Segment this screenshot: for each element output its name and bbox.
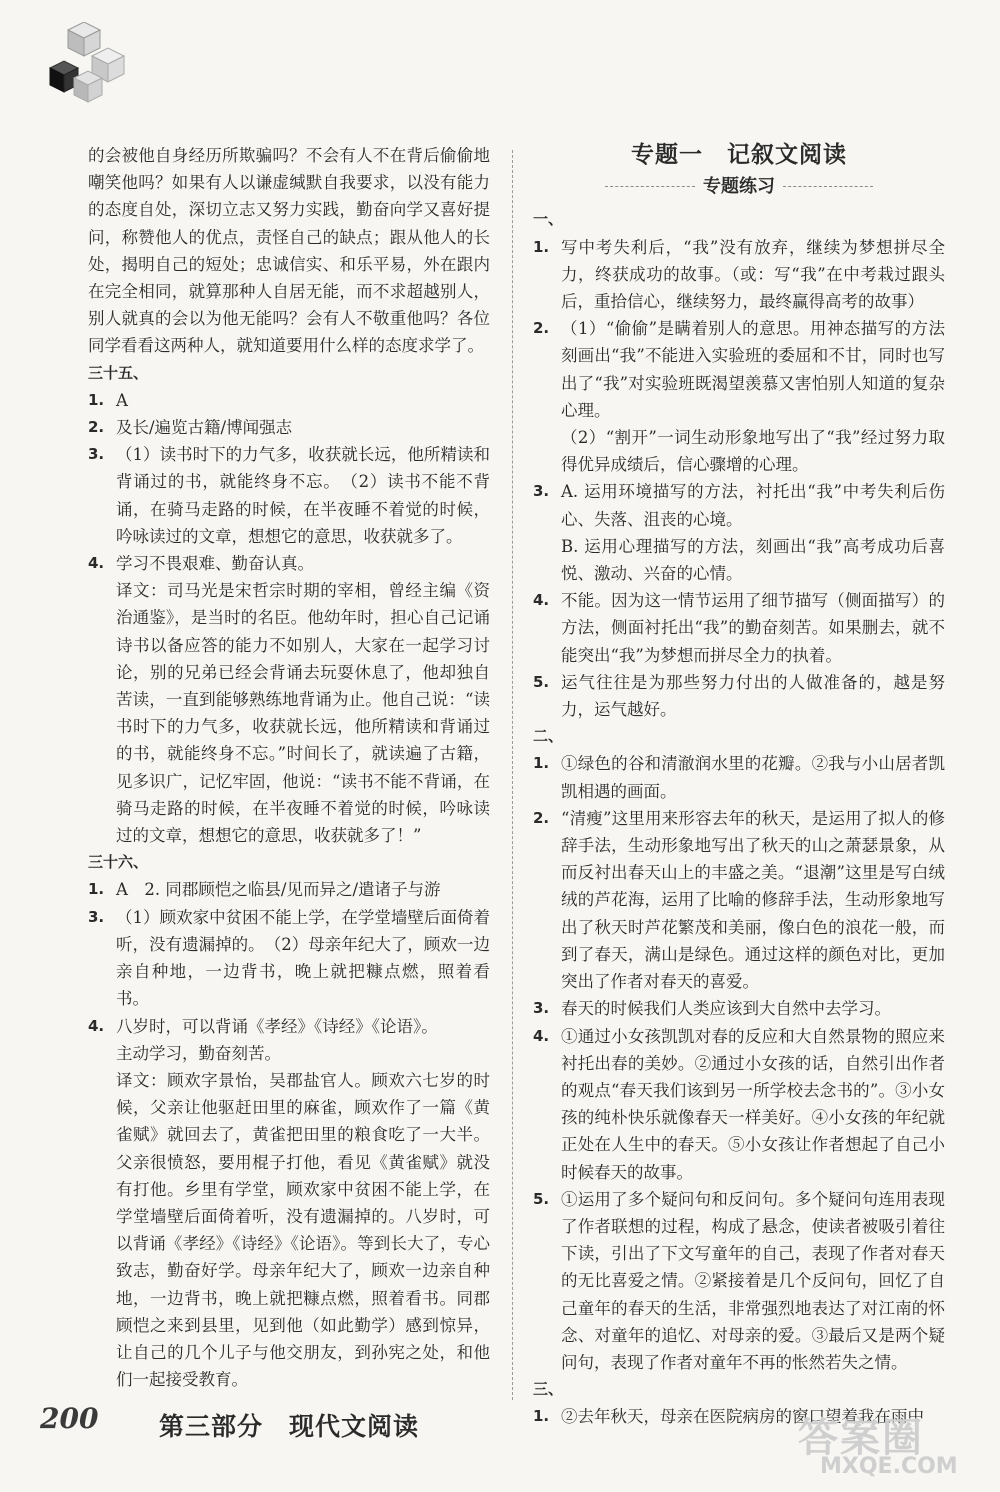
- item-text: ①绿色的谷和清澈润水里的花瓣。②我与小山居者凯凯相遇的画面。: [561, 754, 945, 801]
- answer-item: [533, 750, 945, 804]
- item-text: “清瘦”这里用来形容去年的秋天，是运用了拟人的修辞手法，生动形象地写出了秋天的山之萧瑟景象，从而反衬出春天山上的丰盛之美。“退潮”这里是写白绒绒的芦花海，运用了比喻的修辞手法，生动形象地写出了秋天时芦花繁茂和美丽，像白色的浪花一般，而到了春天，满山是绿色。通过这样的颜色对比，更加突出了作者对春天的喜爱。: [561, 808, 945, 992]
- answer-item: [88, 414, 490, 441]
- banner-label: 专题练习: [703, 176, 775, 198]
- answer-item: [533, 1186, 945, 1376]
- answer-item: [533, 995, 945, 1022]
- answer-item: [88, 1013, 490, 1040]
- item-text: A. 运用环境描写的方法，衬托出“我”中考失利后伤心、失落、沮丧的心境。: [561, 482, 945, 529]
- item-number: 3.: [533, 999, 550, 1018]
- item-text: ①运用了多个疑问句和反问句。多个疑问句连用表现了作者联想的过程，构成了悬念，使读者被吸引着往下读，引出了下文写童年的自己，表现了作者对春天的无比喜爱之情。②紧接着是几个反问句，回忆了自己童年的春天的生活，非常强烈地表达了对江南的怀念、对童年的追忆、对母亲的爱。③最后又是两个疑问句，表现了作者对童年不再的怅然若失之情。: [561, 1189, 945, 1372]
- answer-continuation: B. 运用心理描写的方法，刻画出“我”高考成功后喜悦、激动、兴奋的心情。: [561, 536, 945, 584]
- answer-continuation: 译文：顾欢字景怡，吴郡盐官人。顾欢六七岁的时候，父亲让他驱赶田里的麻雀，顾欢作了一篇《黄雀赋》就回去了，黄雀把田里的粮食吃了一大半。父亲很愤怒，要用棍子打他，看见《黄雀赋》就没有打他。乡里有学堂，顾欢家中贫困不能上学，在学堂墙壁后面倚着听，没有遗漏掉的。八岁时，可以背诵《孝经》《诗经》《论语》。等到长大了，专心致志，勤奋好学。母亲年纪大了，顾欢一边亲自种地，一边背书，晚上就把糠点燃，照着看书。同郡顾恺之来到县里，见到他（如此勤学）感到惊异，让自己的几个儿子与他交朋友，到孙宪之处，和他们一起接受教育。: [116, 1070, 490, 1390]
- section-number: 三十五、: [88, 363, 149, 382]
- watermark-title: 答案圈: [798, 1415, 924, 1461]
- answer-item: [533, 1023, 945, 1186]
- item-text: A 2. 同郡顾恺之临县/见而异之/遣诸子与游: [116, 880, 441, 900]
- page-number: 200: [40, 1402, 99, 1435]
- item-text: 八岁时，可以背诵《孝经》《诗经》《论语》。: [116, 1016, 438, 1036]
- item-number: 3.: [88, 445, 105, 464]
- item-text: （1）读书时下的力气多，收获就长远，他所精读和背诵过的书，就能终身不忘。 （2）读书不能不背诵，在骑马走路的时候，在半夜睡不着觉的时候，吟咏读过的文章，想想它的意思，收获就多了。: [116, 445, 490, 546]
- item-text: （1）“偷偷”是瞒着别人的意思。用神态描写的方法刻画出“我”不能进入实验班的委屈和不甘，同时也写出了“我”对实验班既渴望羡慕又害怕别人知道的复杂心理。: [561, 319, 945, 420]
- right-column: [533, 142, 945, 1431]
- answer-item: [88, 550, 490, 577]
- cube-logo: [38, 22, 130, 104]
- answer-item: [533, 587, 945, 669]
- item-number: 5.: [533, 672, 550, 691]
- item-number: 1.: [88, 390, 105, 409]
- banner-rule-left: [605, 186, 695, 187]
- answer-item: [88, 904, 490, 1013]
- paragraph: 的会被他自身经历所欺骗吗？不会有人不在背后偷偷地嘲笑他吗？如果有人以谦虚缄默自我要求，以没有能力的态度自处，深切立志又努力实践，勤奋向学又喜好提问，称赞他人的优点，责怪自己的缺点；跟从他人的长处，揭明自己的短处；忠诚信实、和乐平易，外在跟内在完全相同，就算那种人自居无能，而不求超越别人，别人就真的会以为他无能吗？会有人不敬重他吗？各位同学看看这两种人，就知道要用什么样的态度求学了。: [88, 146, 490, 356]
- answer-item: [533, 669, 945, 723]
- section-number: 三十六、: [88, 853, 149, 872]
- banner-rule-right: [783, 186, 873, 187]
- item-text: ①通过小女孩凯凯对春的反应和大自然景物的照应来衬托出春的美妙。②通过小女孩的话，自然引出作者的观点“春天我们该到另一所学校去念书的”。③小女孩的纯朴快乐就像春天一样美好。④小女孩的年纪就正处在人生中的春天。⑤小女孩让作者想起了自己小时候春天的故事。: [561, 1026, 945, 1182]
- item-number: 4.: [533, 1026, 550, 1045]
- answer-continuation: 译文：司马光是宋哲宗时期的宰相，曾经主编《资治通鉴》，是当时的名臣。他幼年时，担心自己记诵诗书以备应答的能力不如别人，大家在一起学习讨论，别的兄弟已经会背诵去玩耍休息了，他却独自苦读，一直到能够熟练地背诵为止。他自己说：“读书时下的力气多，收获就长远，他所精读和背诵过的书，就能终身不忘。”时间长了，就读遍了古籍，见多识广，记忆牢固，他说：“读书不能不背诵，在骑马走路的时候，在半夜睡不着觉的时候，吟咏读过的文章，想想它的意思，收获就多了！”: [116, 581, 490, 846]
- item-number: 4.: [533, 591, 550, 610]
- watermark-url: MXQE.COM: [820, 1454, 958, 1479]
- column-divider: [512, 150, 513, 1400]
- section-number: 二、: [533, 727, 564, 746]
- item-number: 4.: [88, 1016, 105, 1035]
- item-text: ②去年秋天，母亲在医院病房的窗口望着我在雨中: [561, 1407, 924, 1427]
- answer-item: [533, 315, 945, 424]
- item-text: 及长/遍览古籍/博闻强志: [116, 418, 293, 438]
- answer-item: [533, 478, 945, 532]
- item-text: （1）顾欢家中贫困不能上学，在学堂墙壁后面倚着听，没有遗漏掉的。 （2）母亲年纪大了，顾欢一边亲自种地，一边背书，晚上就把糠点燃，照着看书。: [116, 907, 490, 1009]
- answer-item: [88, 387, 490, 414]
- item-text: 春天的时候我们人类应该到大自然中去学习。: [561, 999, 891, 1019]
- answer-continuation: （2）“割开”一词生动形象地写出了“我”经过努力取得优异成绩后，信心骤增的心理。: [561, 428, 945, 475]
- item-number: 1.: [533, 1407, 550, 1426]
- item-number: 3.: [533, 482, 550, 501]
- item-number: 2.: [88, 418, 105, 437]
- item-text: 写中考失利后，“我”没有放弃，继续为梦想拼尽全力，终获成功的故事。（或：写“我”在中考栽过跟头后，重拾信心，继续努力，最终赢得高考的故事）: [561, 237, 945, 312]
- practice-banner: [533, 173, 945, 200]
- item-text: 学习不畏艰难、勤奋认真。: [116, 554, 314, 574]
- left-column: [88, 142, 490, 1441]
- part-heading: 第三部分 现代文阅读: [158, 1412, 419, 1442]
- watermark: [790, 1400, 990, 1486]
- answer-item: [88, 441, 490, 550]
- item-number: 2.: [533, 808, 550, 827]
- item-text: A: [116, 390, 128, 410]
- item-number: 1.: [88, 880, 105, 899]
- item-text: 不能。因为这一情节运用了细节描写（侧面描写）的方法，侧面衬托出“我”的勤奋刻苦。如果删去，就不能突出“我”为梦想而拼尽全力的执着。: [561, 591, 945, 665]
- item-number: 5.: [533, 1189, 550, 1208]
- item-number: 2.: [533, 319, 550, 338]
- topic-heading: 专题一 记叙文阅读: [631, 142, 847, 168]
- item-number: 1.: [533, 237, 550, 256]
- item-number: 4.: [88, 554, 105, 573]
- item-number: 3.: [88, 907, 105, 926]
- answer-continuation: 主动学习，勤奋刻苦。: [116, 1043, 281, 1063]
- answer-item: [88, 876, 490, 903]
- item-text: 运气往往是为那些努力付出的人做准备的，越是努力，运气越好。: [561, 672, 945, 720]
- section-number: 三、: [533, 1380, 564, 1399]
- answer-item: [533, 234, 945, 316]
- section-number: 一、: [533, 210, 564, 229]
- answer-item: [533, 805, 945, 995]
- item-number: 1.: [533, 754, 550, 773]
